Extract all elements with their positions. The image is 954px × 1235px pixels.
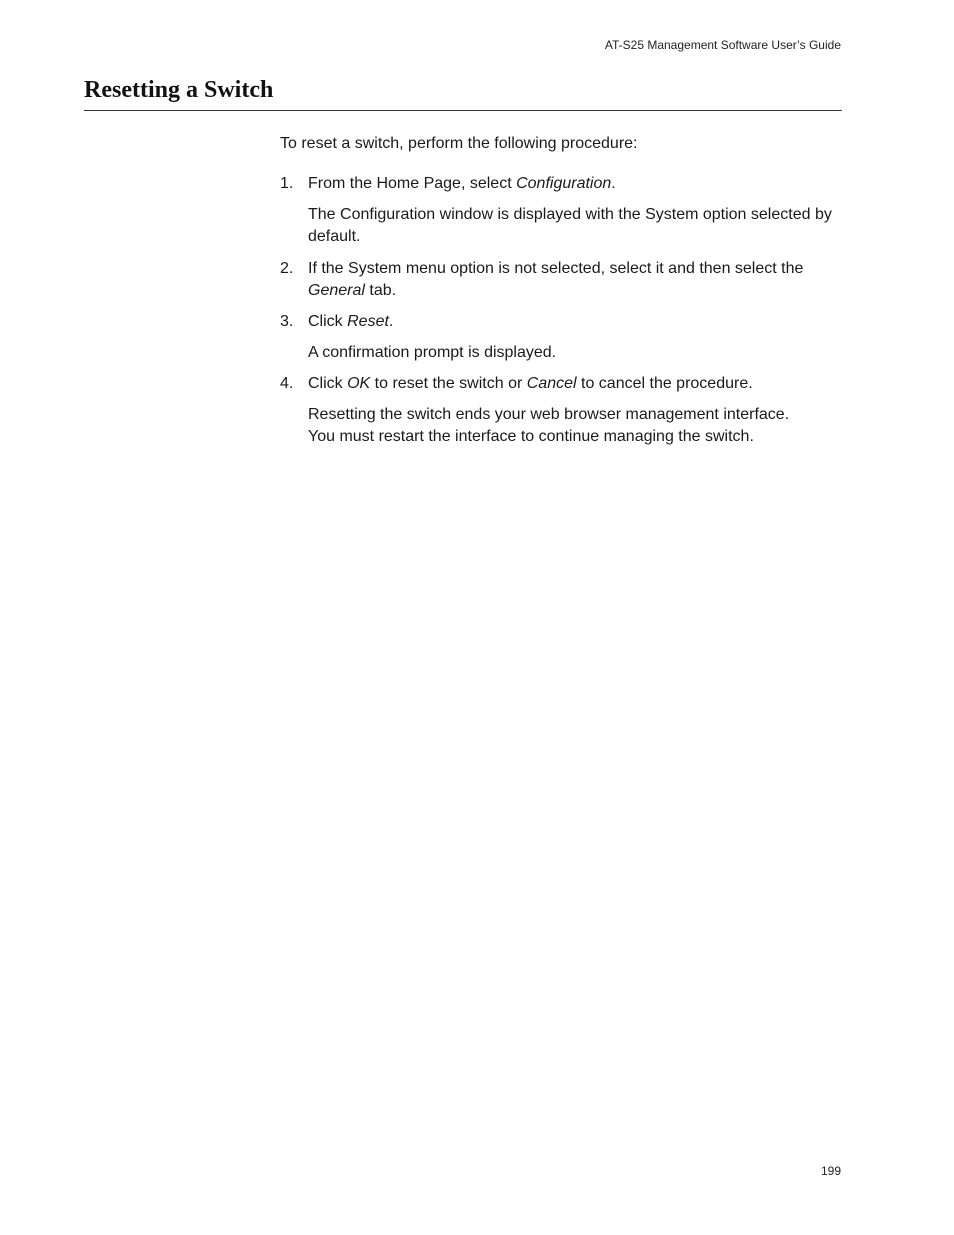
step-4	[280, 373, 842, 448]
step-text: Click Reset.	[308, 313, 394, 330]
title-divider	[84, 110, 842, 111]
step-text: If the System menu option is not selected, select it and then select the General tab.	[308, 260, 804, 299]
step-note: The Configuration window is displayed with the System option selected by default.	[308, 206, 832, 245]
ui-term: Reset	[347, 313, 389, 330]
step-text: From the Home Page, select Configuration.	[308, 175, 616, 192]
step-1	[280, 173, 842, 248]
running-header: AT-S25 Management Software User’s Guide	[604, 38, 841, 52]
step-number: 4.	[280, 375, 294, 392]
step-3	[280, 311, 842, 364]
intro-paragraph: To reset a switch, perform the following procedure:	[280, 135, 638, 152]
ui-term: OK	[347, 375, 371, 392]
ui-term: Configuration	[516, 175, 612, 192]
ui-term: Cancel	[526, 375, 577, 392]
step-note: Resetting the switch ends your web browser management interface. You must restart the interface to continue managing the switch.	[308, 406, 790, 445]
step-2	[280, 258, 842, 302]
page-number: 199	[820, 1164, 841, 1178]
step-number: 2.	[280, 260, 294, 277]
step-number: 1.	[280, 175, 294, 192]
step-number: 3.	[280, 313, 294, 330]
section-title: Resetting a Switch	[84, 77, 274, 103]
ui-term: General	[308, 282, 365, 299]
step-note: A confirmation prompt is displayed.	[308, 344, 557, 361]
step-text: Click OK to reset the switch or Cancel to cancel the procedure.	[308, 375, 753, 392]
